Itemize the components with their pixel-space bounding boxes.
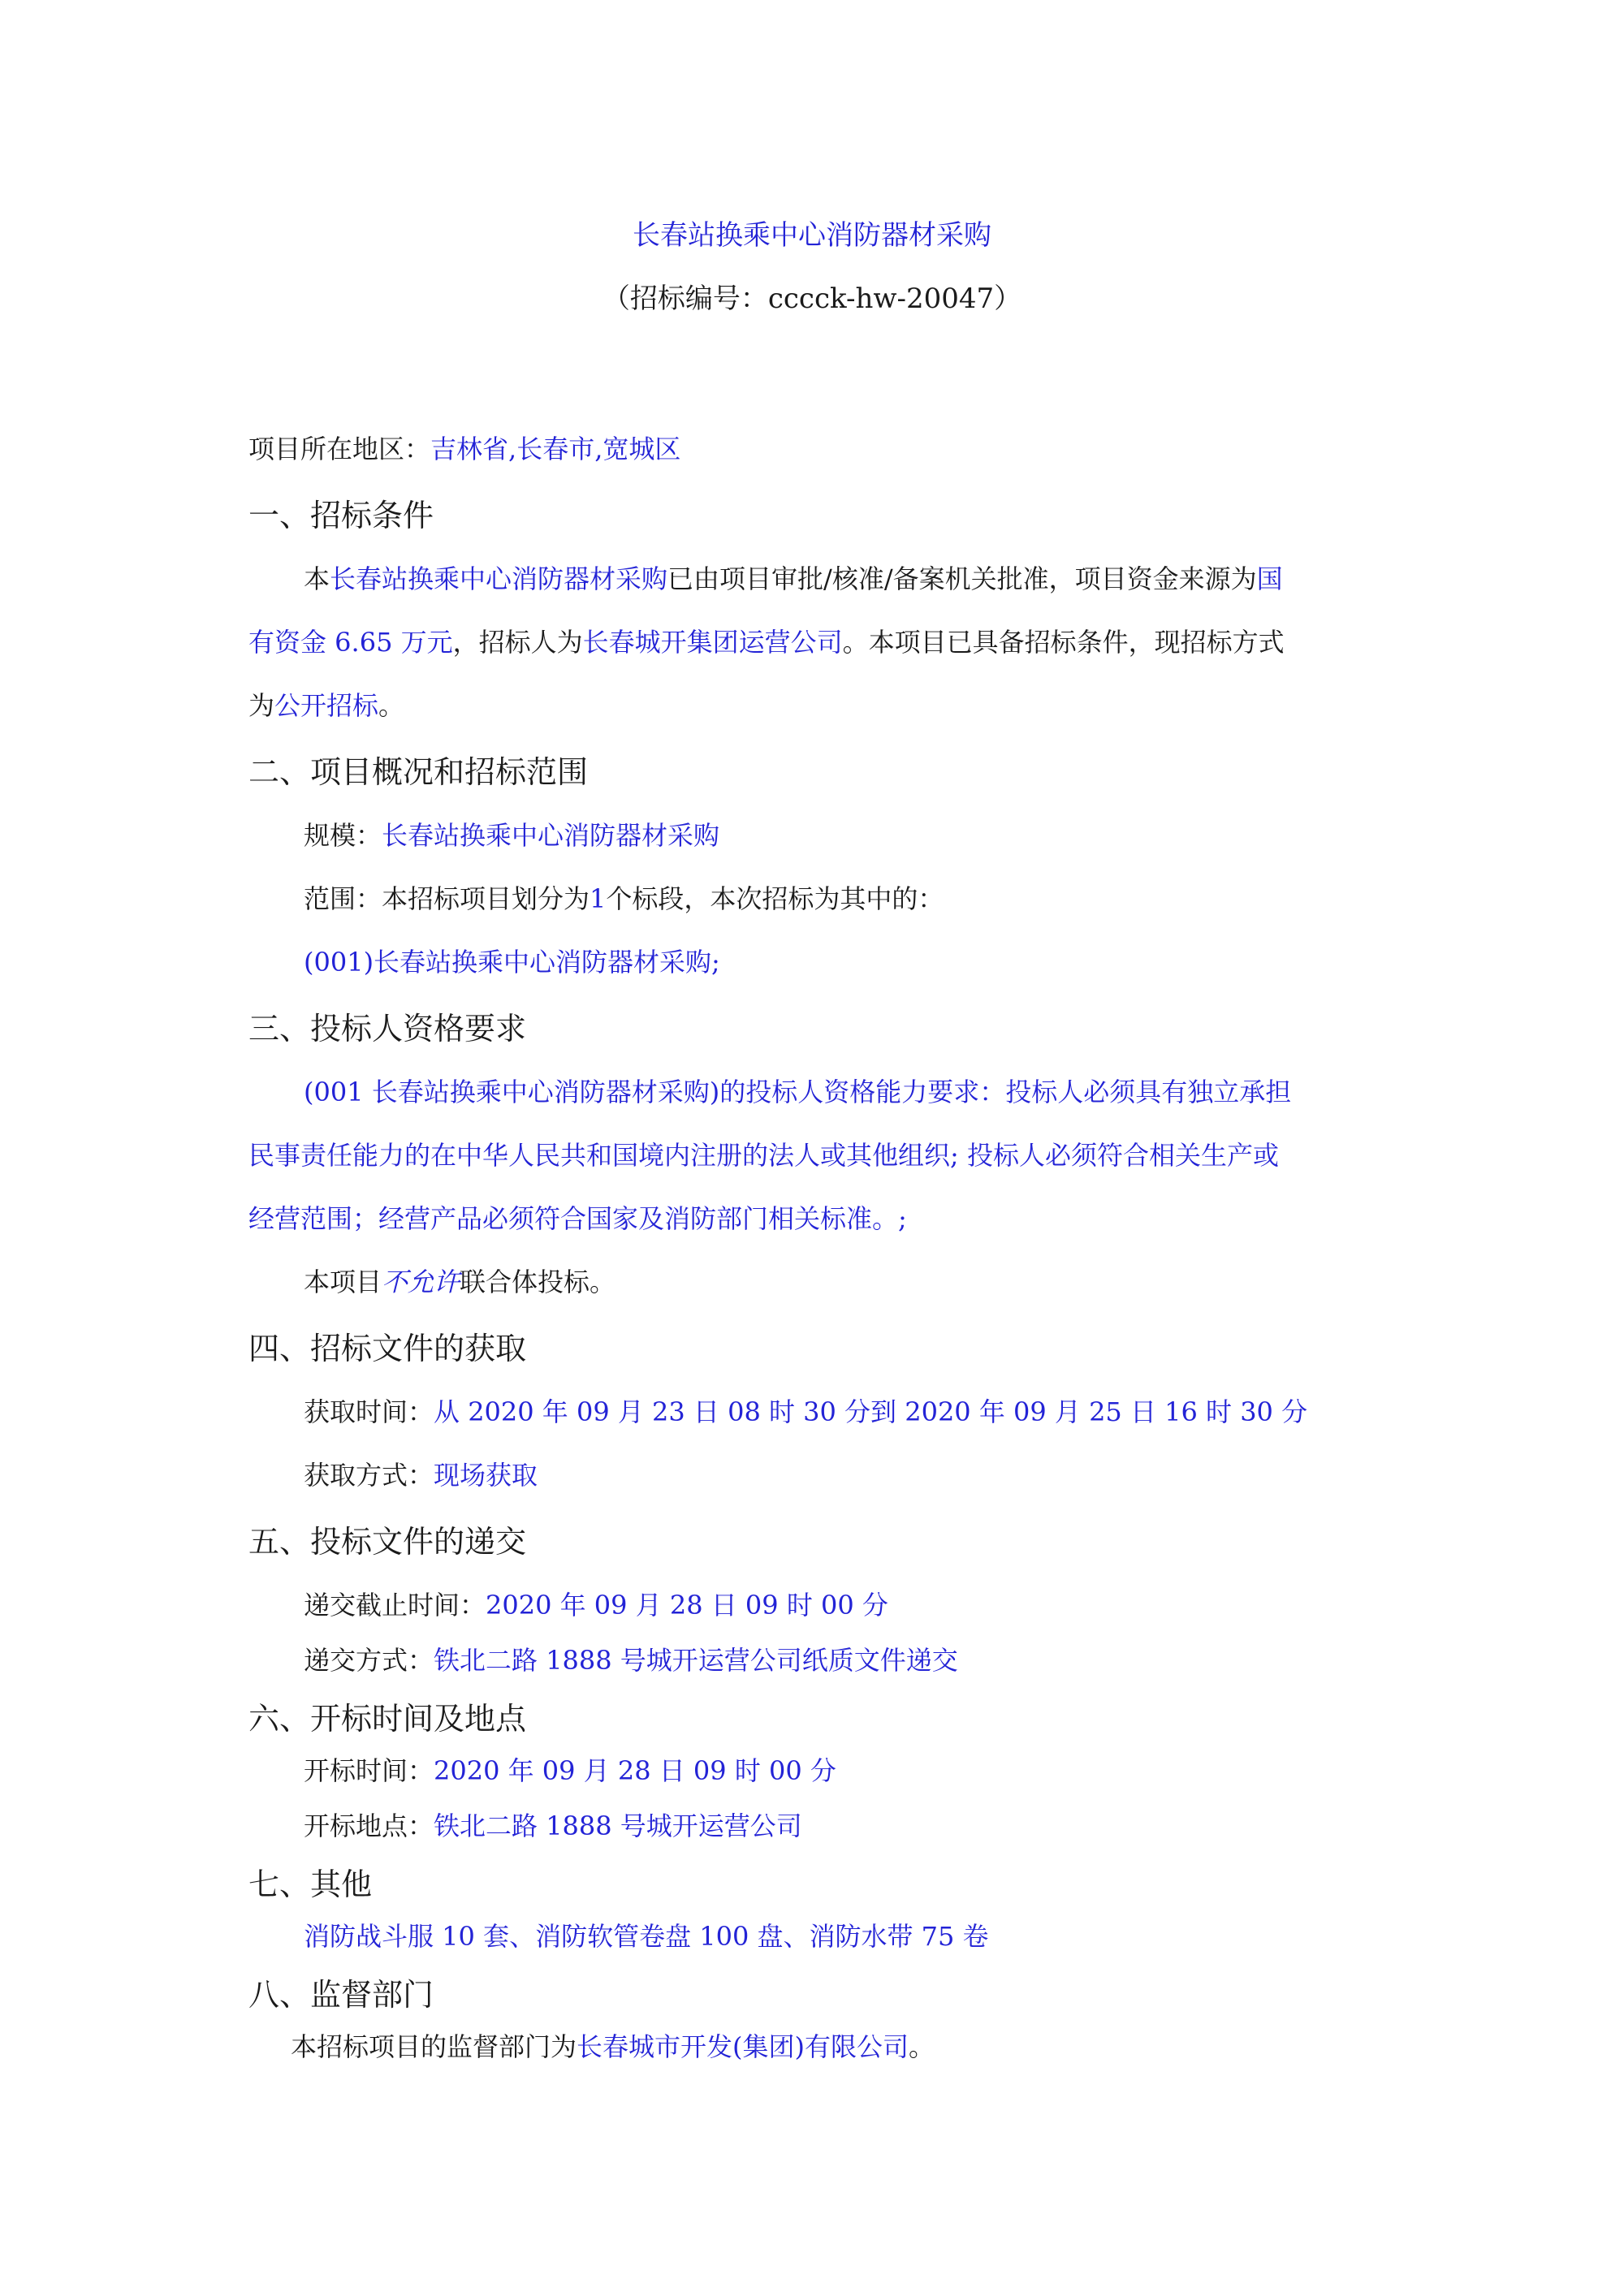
s4-time: 获取时间：从 2020 年 09 月 23 日 08 时 30 分到 2020 年 09 月 25 日 16 时 30 分	[304, 1396, 1308, 1427]
bid-number: （招标编号：cccck-hw-20047）	[602, 283, 1022, 315]
s3-consortium: 本项目不允许联合体投标。	[304, 1267, 616, 1297]
doc-title: 长春站换乘中心消防器材采购	[633, 219, 991, 252]
project-location: 项目所在地区：吉林省,长春市,宽城区	[248, 434, 681, 464]
s1-paragraph-line-1: 本长春站换乘中心消防器材采购已由项目审批/核准/备案机关批准，项目资金来源为国	[304, 563, 1283, 594]
s1-paragraph-line-2: 有资金 6.65 万元，招标人为长春城开集团运营公司。本项目已具备招标条件，现招标方式	[248, 627, 1285, 658]
section-heading-1: 一、招标条件	[248, 498, 434, 533]
s6-time: 开标时间：2020 年 09 月 28 日 09 时 00 分	[304, 1755, 836, 1786]
s3-requirement-line-2: 民事责任能力的在中华人民共和国境内注册的法人或其他组织; 投标人必须符合相关生产或	[248, 1140, 1279, 1171]
s2-range: 范围：本招标项目划分为1个标段，本次招标为其中的：	[304, 883, 944, 914]
s5-method: 递交方式：铁北二路 1888 号城开运营公司纸质文件递交	[304, 1645, 958, 1676]
section-heading-4: 四、招标文件的获取	[248, 1331, 527, 1366]
s8-text: 本招标项目的监督部门为长春城市开发(集团)有限公司。	[291, 2031, 935, 2062]
s2-lot: (001)长春站换乘中心消防器材采购;	[304, 947, 720, 978]
s6-place: 开标地点：铁北二路 1888 号城开运营公司	[304, 1810, 802, 1841]
section-heading-8: 八、监督部门	[248, 1977, 434, 2013]
s3-requirement-line-1: (001 长春站换乘中心消防器材采购)的投标人资格能力要求：投标人必须具有独立承担	[304, 1077, 1292, 1107]
section-heading-5: 五、投标文件的递交	[248, 1524, 527, 1560]
section-heading-3: 三、投标人资格要求	[248, 1011, 527, 1047]
s3-requirement-line-3: 经营范围；经营产品必须符合国家及消防部门相关标准。;	[248, 1203, 907, 1234]
s2-scale: 规模：长春站换乘中心消防器材采购	[304, 820, 720, 851]
s5-deadline: 递交截止时间：2020 年 09 月 28 日 09 时 00 分	[304, 1590, 888, 1621]
section-heading-6: 六、开标时间及地点	[248, 1701, 527, 1737]
section-heading-7: 七、其他	[248, 1867, 373, 1902]
section-heading-2: 二、项目概况和招标范围	[248, 754, 589, 790]
s7-text: 消防战斗服 10 套、消防软管卷盘 100 盘、消防水带 75 卷	[304, 1921, 989, 1952]
s4-method: 获取方式：现场获取	[304, 1460, 538, 1491]
s1-paragraph-line-3: 为公开招标。	[248, 690, 405, 721]
